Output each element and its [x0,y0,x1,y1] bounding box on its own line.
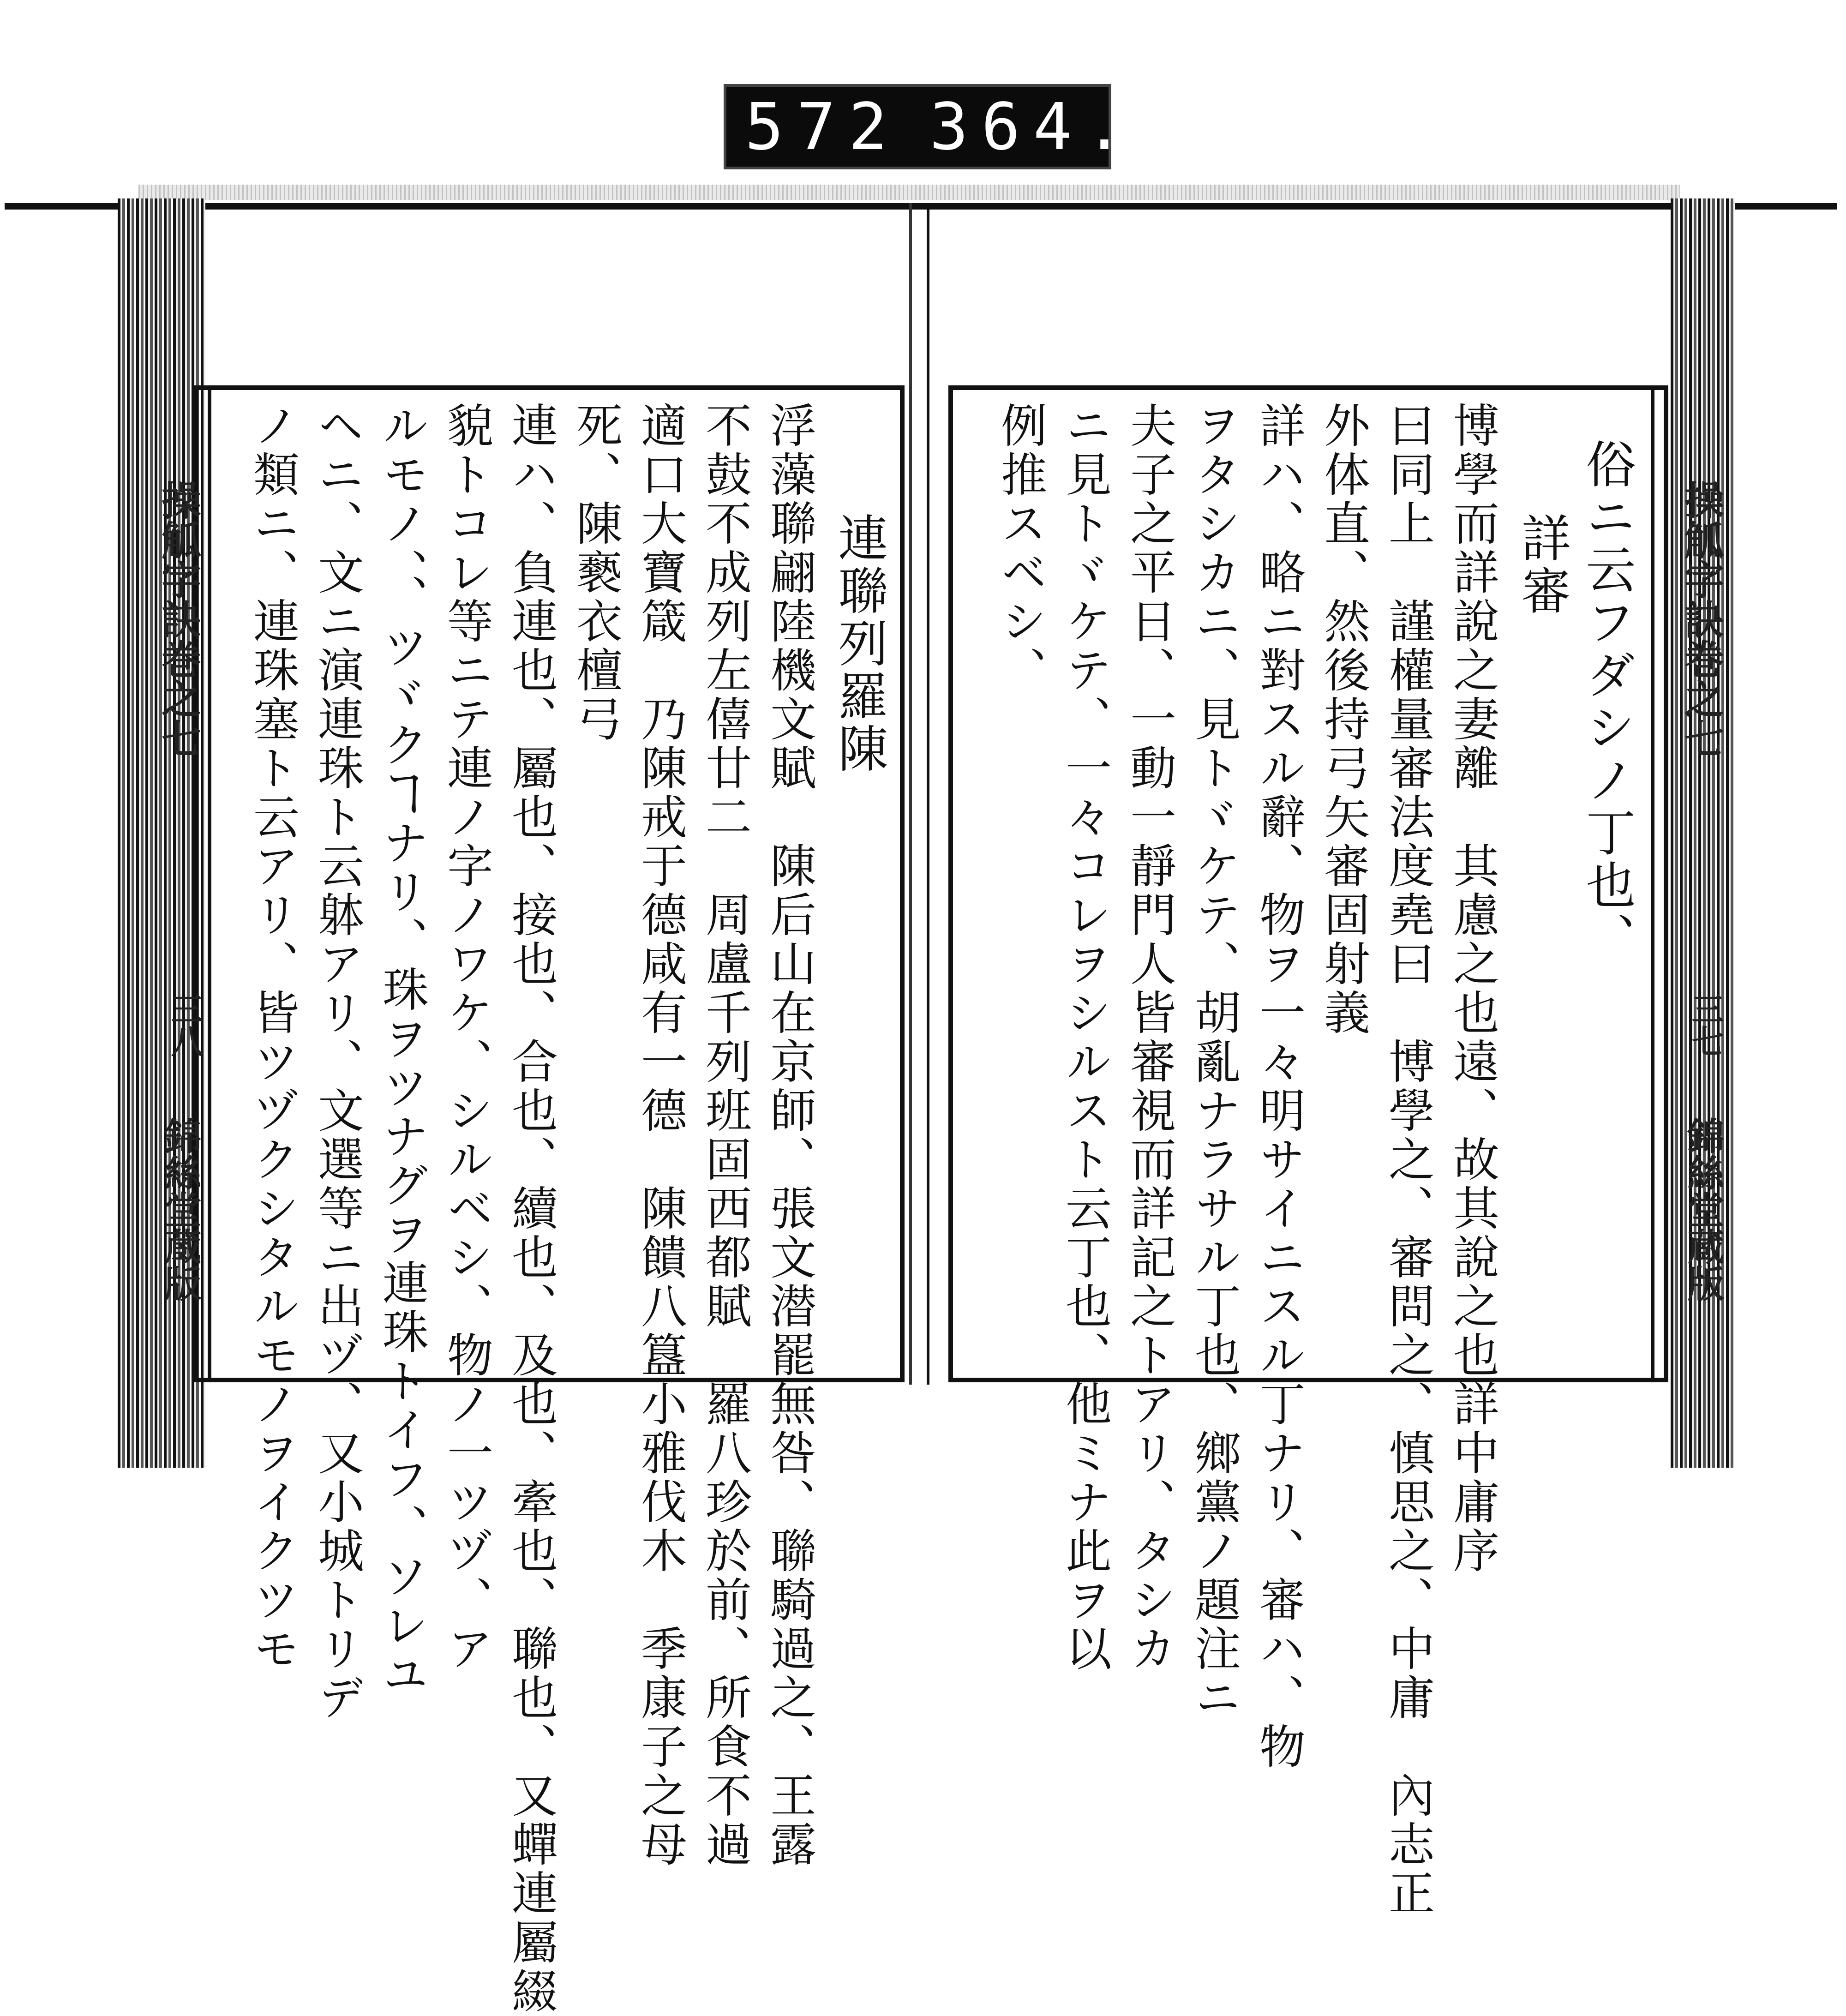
book-top-edge [138,185,1680,200]
left-page-number: 三八 [166,992,204,1057]
left-col-2: 浮藻聯翩陸機文賦 陳后山在京師、張文潜罷無咎、聯騎過之、王露 [762,402,816,1869]
left-col-9: ヘニ、文ニ演連珠ト云躰アリ、文選等ニ出ヅ、又小城トリデ [310,402,364,1722]
left-col-1: 連聯列羅陳 [830,512,887,775]
book-gutter [927,203,929,1385]
right-col-10: 例推スベシ、 [993,402,1047,695]
call-number-right: 364. [929,90,1137,165]
left-col-10: ノ類ニ、連珠塞ト云アリ、皆ツヅクシタルモノヲイクツモ [246,402,300,1674]
call-number-tag [724,84,1137,169]
right-col-9: ニ見トヾケテ、一々コレヲシルスト云丁也、他ミナ此ヲ以 [1058,402,1112,1674]
right-col-2: 詳審 [1513,512,1570,618]
left-col-3: 不鼓不成列左僖廿二 周盧千列班固西都賦 羅八珍於前、所食不過 [698,402,752,1869]
left-spine-title: 操觚字訣巻之七 [155,480,201,758]
right-col-4: 曰同上 謹權量審法度堯曰 博學之、審問之、慎思之、中庸 內志正 [1381,402,1435,1918]
right-page-number: 三七 [1686,992,1725,1057]
right-col-8: 夫子之平日、一動一靜門人皆審視而詳記之トアリ、タシカ [1122,402,1176,1674]
left-col-6: 連ハ、負連也、屬也、接也、合也、續也、及也、牽也、聯也、又蟬連屬綴 [504,402,558,2016]
right-publisher: 錦絲堂蔵版 [1681,1117,1725,1302]
left-col-7: 貌トコレ等ニテ連ノ字ノワケ、シルベシ、物ノ一ツヅ、ア [439,402,493,1674]
left-publisher: 錦絲堂蔵版 [158,1117,202,1302]
call-number-left: 572 [745,90,900,165]
right-col-3: 博學而詳說之妻離 其慮之也遠、故其說之也詳中庸序 [1445,402,1499,1576]
right-col-1: 俗ニ云フダシノ丁也、 [1577,438,1635,965]
book-gutter-shadow [909,203,912,1385]
left-col-5: 死、陳褻衣檀弓 [569,402,623,744]
right-col-5: 外体直、然後持弓矢審固射義 [1316,402,1370,1038]
left-col-4: 適口大寶箴 乃陳戒于德咸有一德 陳饋八簋小雅伐木 季康子之母 [633,402,687,1869]
right-col-7: ヲタシカニ、見トヾケテ、胡亂ナラサル丁也、鄉黨ノ題注ニ [1187,402,1241,1722]
left-col-8: ルモノ、、ツヾクヿナリ、珠ヲツナグヲ連珠トイフ、ソレユ [375,402,429,1699]
top-rule [5,203,1837,210]
right-col-6: 詳ハ、略ニ對スル辭、物ヲ一々明サイニスル丁ナリ、審ハ、物 [1252,402,1306,1771]
right-spine-title: 操觚字訣巻之七 [1678,480,1724,758]
